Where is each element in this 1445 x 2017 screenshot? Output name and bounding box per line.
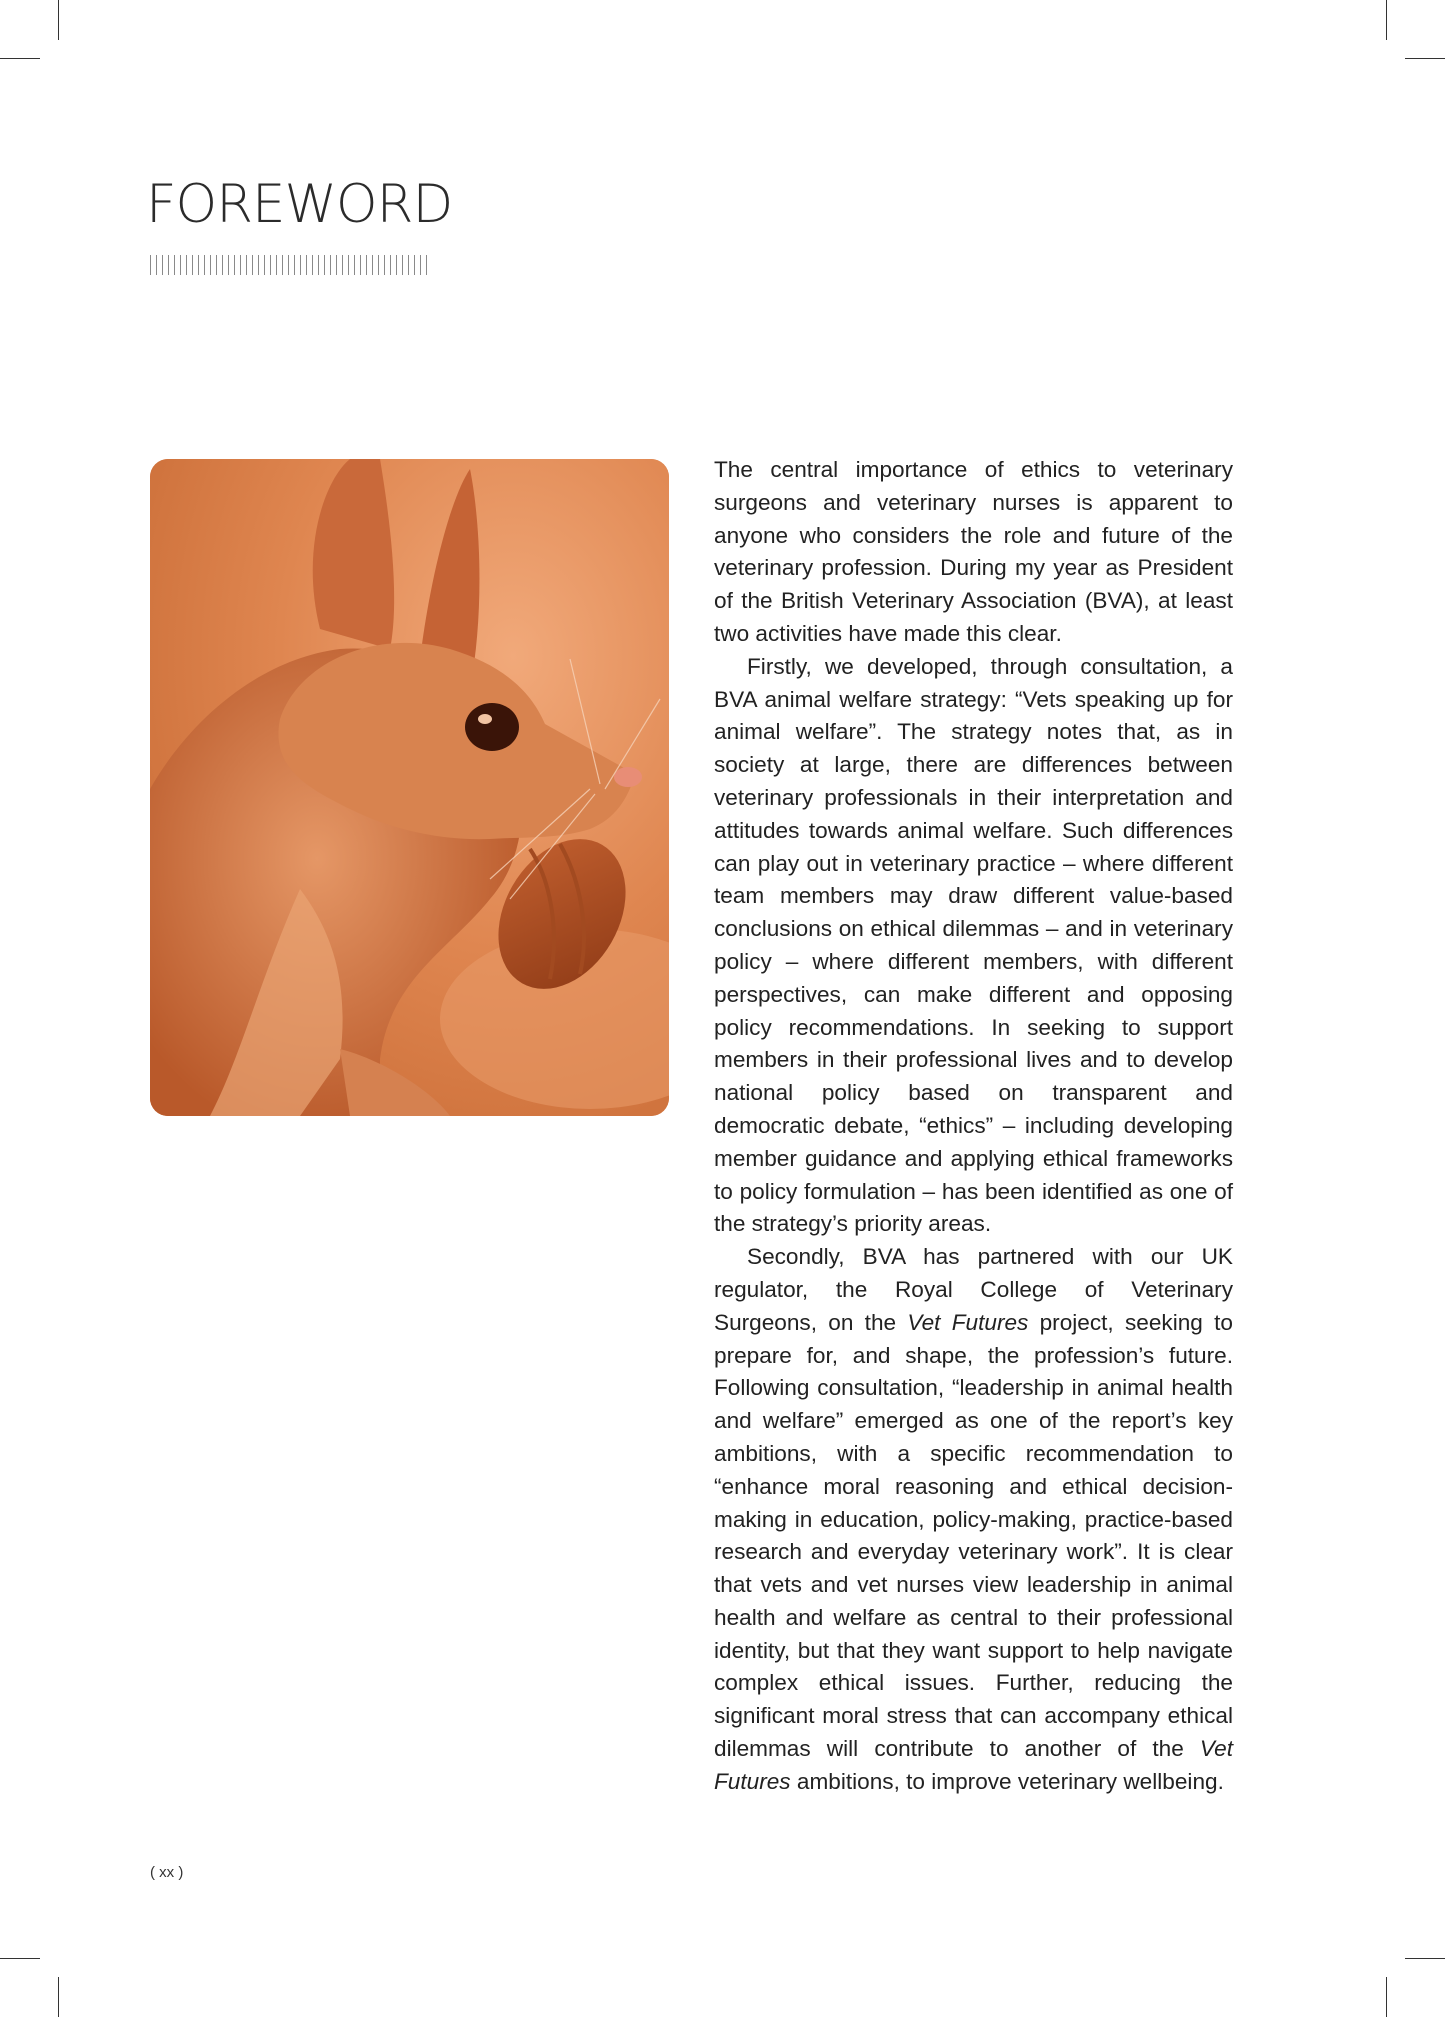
foreword-paragraph-1: The central importance of ethics to veterinary surgeons and veterinary nurses is apparent to anyone who considers the role and future of the veterinary profession. During my year as President of the British Veterinary Association (BVA), at least two activities have made this clear. <box>714 457 1233 646</box>
vet-futures-title: Vet Futures <box>714 1736 1233 1794</box>
crop-mark-bottom-right-h <box>1405 1958 1445 1959</box>
paragraph-3-part-b: project, seeking to prepare for, and shape, the profession’s future. Following consultation, “leadership in animal health and welfare” emerged as one of the report’s key ambitions, with a specific recommendation to “enhance moral reasoning and ethical decision-making in education, policy-making, practice-based research and everyday veterinary work”. It is clear that vets and vet nurses view leadership in animal health and welfare as central to their professional identity, but that they want support to help navigate complex ethical issues. Further, reducing the significant moral stress that can accompany ethical dilemmas will contribute to another of the <box>714 1309 1233 1762</box>
red-squirrel-photo <box>150 459 669 1116</box>
title-decorative-rule <box>150 255 432 275</box>
crop-mark-top-right-v <box>1386 0 1387 40</box>
foreword-body <box>714 454 1233 1799</box>
crop-mark-top-right-h <box>1405 58 1445 59</box>
foreword-paragraph-2: Firstly, we developed, through consultation, a BVA animal welfare strategy: “Vets speaking up for animal welfare”. The strategy notes that, as in society at large, there are differences between veterinary professionals in their interpretation and attitudes towards animal welfare. Such differences can play out in veterinary practice – where different team members may draw different value-based conclusions on ethical dilemmas – and in veterinary policy – where different members, with different perspectives, can make different and opposing policy recommendations. In seeking to support members in their professional lives and to develop national policy based on transparent and democratic debate, “ethics” – including developing member guidance and applying ethical frameworks to policy formulation – has been identified as one of the strategy’s priority areas. <box>714 653 1233 1237</box>
crop-mark-bottom-left-v <box>58 1977 59 2017</box>
crop-mark-top-left-h <box>0 58 40 59</box>
page-title: FOREWORD <box>146 174 453 235</box>
crop-mark-bottom-right-v <box>1386 1977 1387 2017</box>
vet-futures-title: Vet Futures <box>907 1309 1029 1335</box>
crop-mark-top-left-v <box>58 0 59 40</box>
crop-mark-bottom-left-h <box>0 1958 40 1959</box>
paragraph-3-part-a: Secondly, BVA has partnered with our UK regulator, the Royal College of Veterinary Surgeons, on the <box>714 1244 1233 1335</box>
page-number: ( xx ) <box>150 1864 184 1881</box>
paragraph-3-part-c: ambitions, to improve veterinary wellbeing. <box>790 1768 1224 1794</box>
foreword-paragraph-3 <box>714 1241 1233 1799</box>
